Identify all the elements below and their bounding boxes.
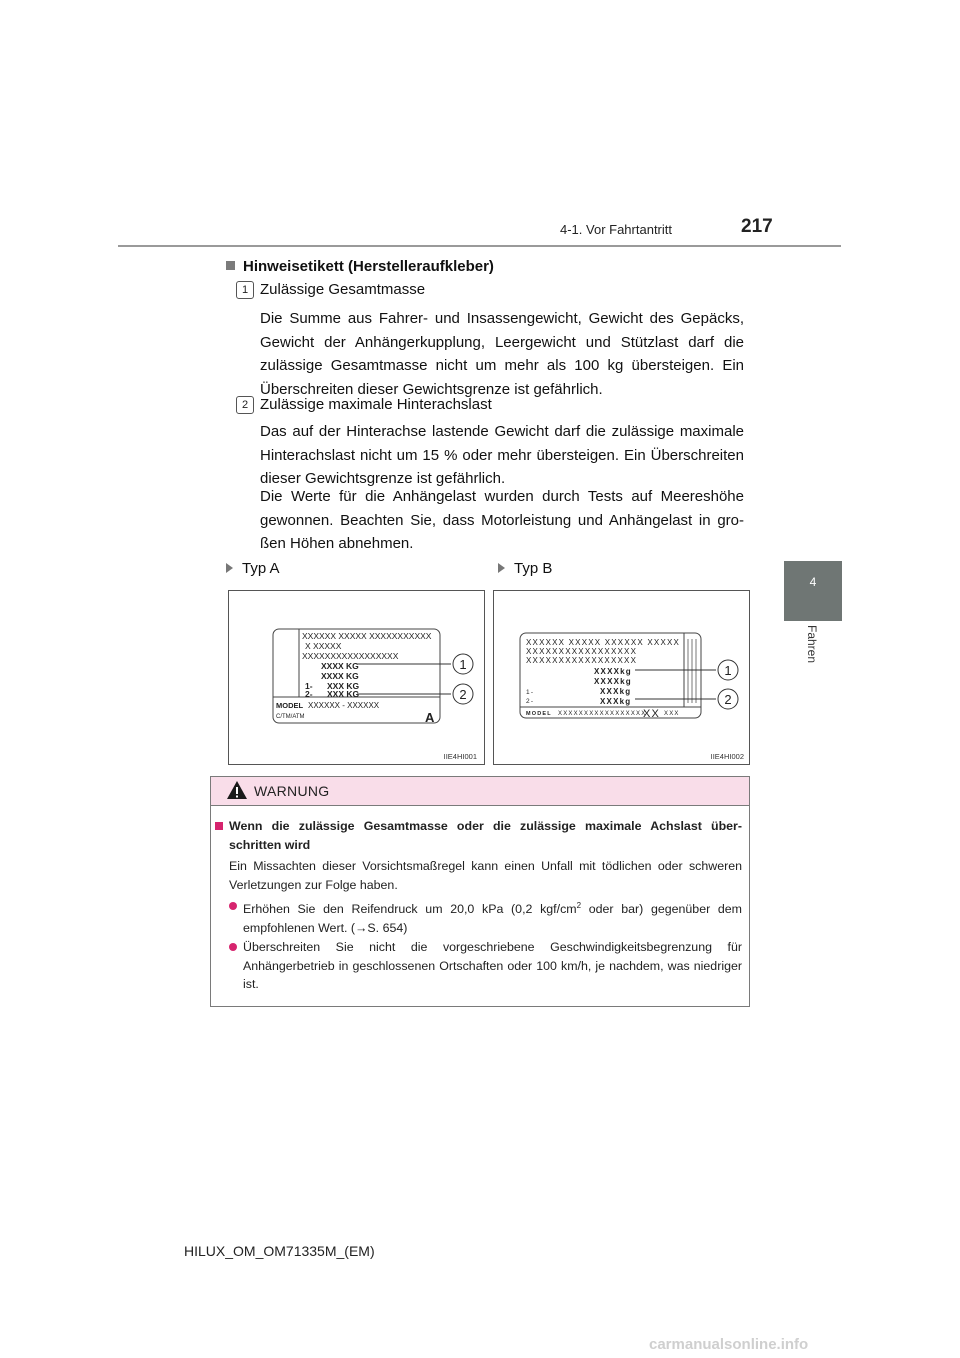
triangle-bullet-icon xyxy=(226,563,233,573)
item-paragraph: Das auf der Hinterachse lastende Gewicht darf die zulässige maximale Hinterachslast nicht um 15 % oder mehr übersteigen. Ein Überschreiten dieser Gewichtsgrenze ist gefährlich. xyxy=(260,423,744,487)
label-a-line: XXXXXX - XXXXXX xyxy=(308,701,380,710)
figure-id-b: IIE4HI002 xyxy=(710,752,744,761)
callout-2: 2 xyxy=(724,692,732,707)
chapter-label-text: Fahren xyxy=(805,625,819,664)
warning-text: Ein Missachten dieser Vorsichtsmaßregel kann einen Unfall mit tödlichen oder schweren Verletzungen zur Folge haben. xyxy=(229,859,742,892)
label-b-line: XX xyxy=(643,708,661,720)
callout-1: 1 xyxy=(459,657,467,672)
label-a-line: XXXX KG xyxy=(321,661,359,671)
square-bullet-icon xyxy=(215,822,223,830)
label-a-line: XXXXXX XXXXX XXXXXXXXXXX xyxy=(302,631,432,641)
label-a-line: XXX KG xyxy=(327,689,360,699)
warning-bullet-1 xyxy=(243,897,742,937)
typ-a-label-text: Typ A xyxy=(242,560,280,577)
warning-bullet-1-pre: Erhöhen Sie den Reifendruck um 20,0 kPa (0,2 kgf/cm xyxy=(243,902,577,917)
label-b-line: XXXXkg xyxy=(594,667,632,676)
round-bullet-icon xyxy=(229,943,237,951)
label-a-line: 1- xyxy=(305,681,313,691)
label-a-line: XXXXXXXXXXXXXXXXX xyxy=(302,651,399,661)
typ-b-label-text: Typ B xyxy=(514,560,553,577)
warning-bullet-1-sup: 2 xyxy=(576,901,582,910)
section-heading xyxy=(226,258,494,275)
page-number: 217 xyxy=(741,216,773,237)
label-a-line: XXX KG xyxy=(327,681,360,691)
item-title-1: Zulässige Gesamtmasse xyxy=(260,281,426,298)
round-bullet-icon xyxy=(229,902,237,910)
label-b-line: XXXkg xyxy=(600,687,632,696)
label-b-line: XXXXXX XXXXX XXXXXX XXXXX xyxy=(526,638,681,647)
figure-id-a: IIE4HI001 xyxy=(443,752,477,761)
label-b-line: XXXXXXXXXXXXXXXXX xyxy=(558,711,647,717)
label-a-line: MODEL xyxy=(276,701,304,710)
item-number-1: 1 xyxy=(236,281,254,299)
typ-a-label xyxy=(226,560,280,577)
typ-b-label xyxy=(498,560,552,577)
warning-triangle-icon xyxy=(226,780,248,800)
watermark[interactable]: carmanualsonline.info xyxy=(649,1336,809,1353)
warning-bullet-2: Überschreiten Sie nicht die vorgeschriebene Geschwindigkeitsbegrenzung für Anhängerbetrieb in geschlossenen Ortschaften oder 100 km/h, je nachdem, was niedriger ist. xyxy=(243,940,742,991)
label-b-line: XXXXXXXXXXXXXXXXX xyxy=(526,656,638,665)
square-bullet-icon xyxy=(226,261,235,270)
label-illustration-b xyxy=(494,591,749,764)
chapter-label xyxy=(805,625,825,685)
figure-typ-a xyxy=(228,590,485,765)
document-code: HILUX_OM_OM71335M_(EM) xyxy=(184,1243,375,1259)
chapter-tab-number: 4 xyxy=(809,575,817,589)
label-b-line: 1- xyxy=(526,689,535,696)
section-heading-text: Hinweisetikett (Herstelleraufkleber) xyxy=(243,258,494,275)
label-b-line: MODEL xyxy=(526,711,552,717)
callout-1: 1 xyxy=(724,663,732,678)
label-b-line: XXXXXXXXXXXXXXXXX xyxy=(526,647,638,656)
label-b-line: XXXkg xyxy=(600,697,632,706)
warning-title: WARNUNG xyxy=(254,783,330,799)
label-a-line: A xyxy=(425,710,435,725)
label-a-line: X XXXXX xyxy=(305,641,342,651)
figure-typ-b xyxy=(493,590,750,765)
label-a-line: 2- xyxy=(305,689,313,699)
label-a-line: XXXX KG xyxy=(321,671,359,681)
chapter-tab[interactable] xyxy=(784,561,842,621)
item-number-2: 2 xyxy=(236,396,254,414)
callout-2: 2 xyxy=(459,687,467,702)
label-a-line: C/TM/ATM xyxy=(276,714,305,720)
item-title-2: Zulässige maximale Hinterachslast xyxy=(260,396,492,413)
warning-subheading: Wenn die zulässige Gesamtmasse oder die zulässige maximale Achslast über-schritten wird xyxy=(229,819,742,852)
warning-bullet-1-post: oder bar) gegenüber dem empfohlenen Wert. (→S. 654) xyxy=(243,902,742,935)
label-b-line: XXX xyxy=(664,711,680,717)
label-illustration-a xyxy=(229,591,484,764)
section-title: 4-1. Vor Fahrtantritt xyxy=(560,222,672,237)
label-b-line: 2- xyxy=(526,698,535,705)
header-rule xyxy=(118,245,841,247)
item-paragraph: Die Werte für die Anhängelast wurden durch Tests auf Meereshöhe gewonnen. Beachten Sie, dass Motorleistung und Anhängelast in gro-ßen Höhen abnehmen. xyxy=(260,488,744,552)
triangle-bullet-icon xyxy=(498,563,505,573)
item-paragraph: Die Summe aus Fahrer- und Insassengewicht, Gewicht des Gepäcks, Gewicht der Anhängerkupplung, Leergewicht und Stützlast darf die zulässige Gesamtmasse nicht um mehr als 100 kg übersteigen. Ein Überschreiten dieser Gewichtsgrenze ist gefährlich. xyxy=(260,310,744,398)
label-b-line: XXXXkg xyxy=(594,677,632,686)
